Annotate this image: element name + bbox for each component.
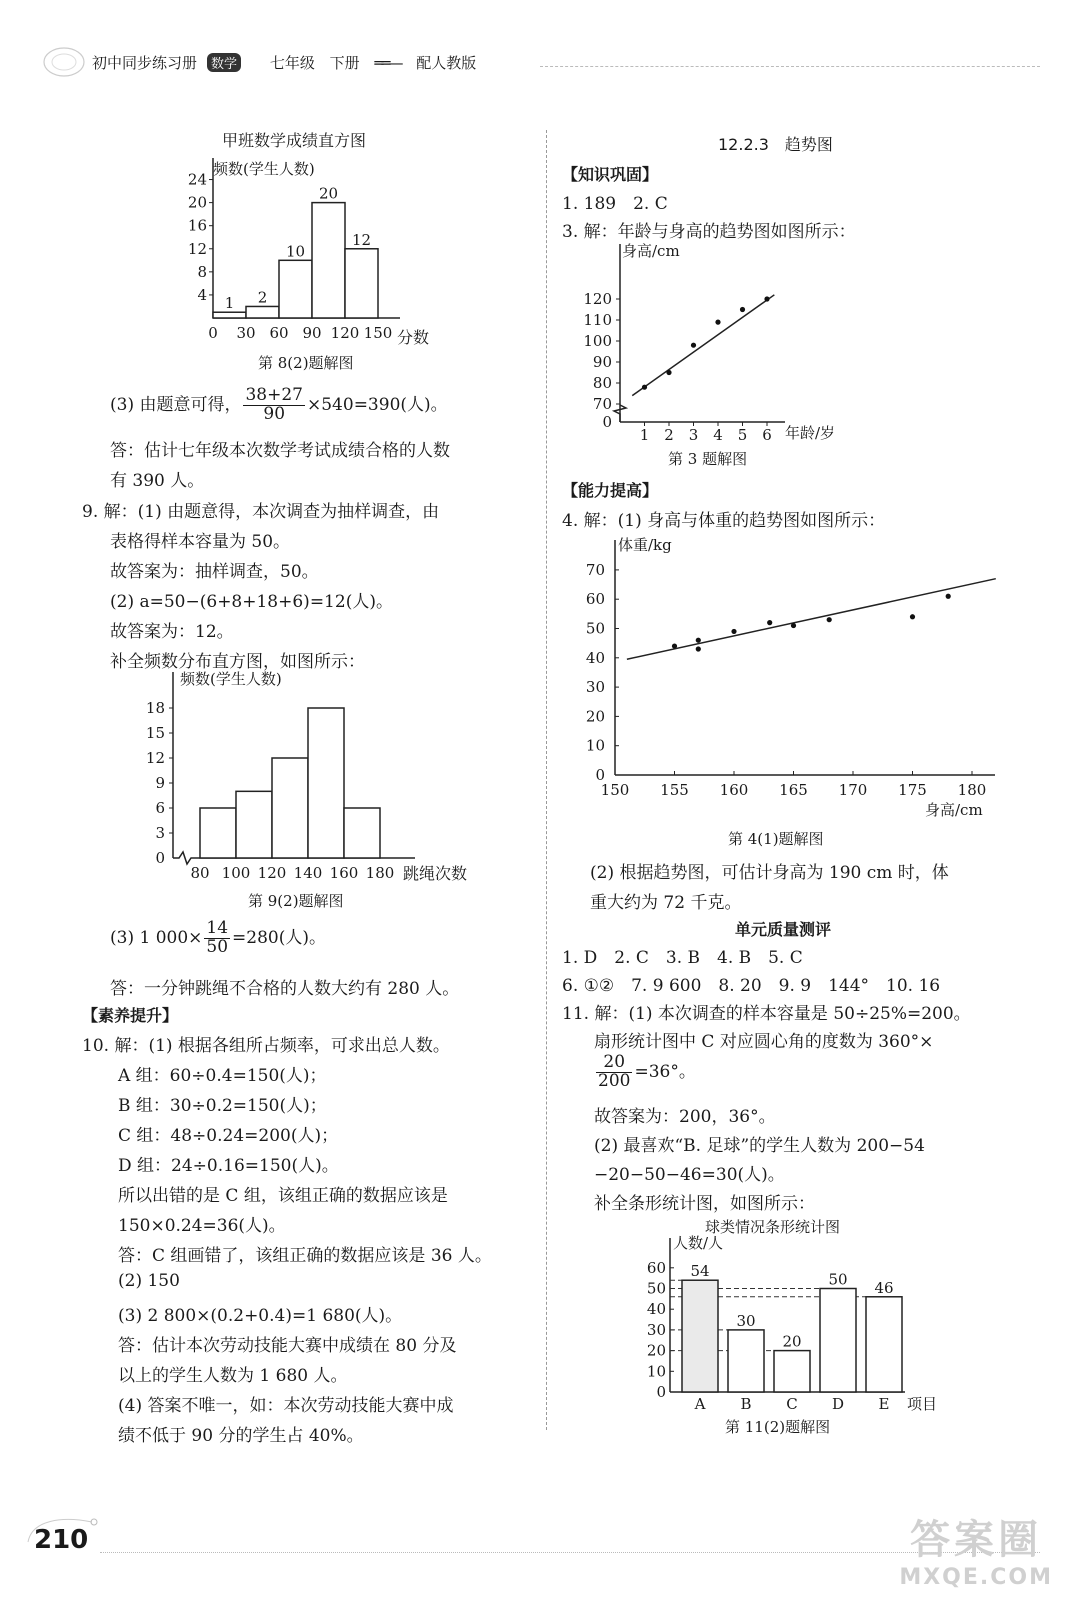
fig9-ylabel: 频数(学生人数): [180, 670, 282, 688]
fig3-point: [764, 296, 769, 301]
q10-line: 答：估计本次劳动技能大赛中成绩在 80 分及: [118, 1336, 457, 1356]
q10-line: A 组：60÷0.4=150(人)；: [118, 1066, 327, 1086]
fig11-ytick-label: 40: [646, 1300, 666, 1319]
fig8-xtick-label: 120: [330, 324, 360, 342]
section-title-1223: 12.2.3 趋势图: [718, 135, 833, 154]
fig9-bar: [308, 708, 344, 858]
q8-3-line: [110, 387, 448, 424]
fig11-caption: 第 11(2)题解图: [725, 1418, 831, 1436]
fig4-xtick-label: 160: [719, 781, 749, 799]
fig4-trend-line: [627, 579, 996, 660]
fig8-bar: [246, 306, 279, 318]
q9-3-line: [110, 920, 326, 957]
fig8-xlabel: 分数: [397, 328, 430, 347]
right-answer-1: 1. 189 2. C: [562, 194, 668, 214]
fig11-xlabel: 项目: [907, 1395, 938, 1412]
fig3-ytick-label: 120: [583, 290, 612, 308]
fig3-caption: 第 3 题解图: [668, 450, 748, 468]
fig8-bar-label: 2: [257, 288, 268, 307]
fig4-xtick-label: 150: [600, 781, 630, 799]
q8-3-text-a: (3) 由题意可得，: [110, 394, 242, 415]
fig4-xtick-label: 175: [898, 781, 927, 799]
right-answer-4: 4. 解：(1) 身高与体重的趋势图如图所示：: [562, 511, 886, 531]
fig8-ytick-label: 16: [187, 216, 207, 235]
q8-answer-1: 答：估计七年级本次数学考试成绩合格的人数: [110, 441, 450, 461]
q9-line-1: 9. 解：(1) 由题意得，本次调查为抽样调查，由: [82, 502, 440, 522]
fig4-xtick-label: 155: [660, 781, 689, 799]
header-subject: 数学: [207, 53, 241, 72]
section-unit-test: 单元质量测评: [735, 920, 832, 939]
fig11-bar: [728, 1330, 764, 1392]
fig11-bar: [820, 1289, 856, 1393]
fig4-ytick-label: 10: [585, 736, 605, 755]
q10-line: 绩不低于 90 分的学生占 40%。: [118, 1426, 364, 1446]
fig8-ytick-label: 12: [187, 239, 207, 258]
fig11-bar: [682, 1280, 718, 1392]
fig8-xtick-label: 150: [363, 324, 393, 342]
fig3-point: [691, 343, 696, 348]
fig11-bar-label: 30: [736, 1311, 756, 1330]
fig8-xtick-label: 60: [269, 324, 289, 342]
q10-line: (3) 2 800×(0.2+0.4)=1 680(人)。: [118, 1306, 403, 1326]
header-logo-icon: [40, 40, 90, 80]
q8-answer-2: 有 390 人。: [110, 471, 205, 491]
fig4-point: [791, 623, 796, 628]
fig9-xtick-label: 120: [257, 864, 287, 882]
fig8-title: 甲班数学成绩直方图: [222, 131, 367, 150]
fig3-trend-line: [632, 295, 774, 396]
fig4-point: [827, 617, 832, 622]
fig9-xlabel: 跳绳次数: [403, 864, 468, 883]
fig9-caption: 第 9(2)题解图: [248, 892, 344, 910]
fig3-ytick-label: 100: [583, 332, 612, 350]
fig8-ylabel: 频数(学生人数): [213, 160, 315, 178]
fig8-xtick-label: 30: [236, 324, 256, 342]
header-volume: 下册: [329, 54, 360, 72]
q10-line: (2) 150: [118, 1271, 180, 1291]
fig11-category-label: E: [878, 1395, 890, 1412]
q10-line: 以上的学生人数为 1 680 人。: [118, 1366, 348, 1386]
fig11-ytick-label: 50: [646, 1279, 666, 1298]
q9-line-5: 故答案为：12。: [110, 622, 234, 642]
fig3-ytick-label: 0: [602, 413, 612, 431]
unit-answers-row-2: 6. ①② 7. 9 600 8. 20 9. 9 144° 10. 16: [562, 976, 941, 996]
fig4-xtick-label: 180: [957, 781, 987, 799]
q10-line: D 组：24÷0.16=150(人)。: [118, 1156, 339, 1176]
q10-line: C 组：48÷0.24=200(人)；: [118, 1126, 339, 1146]
fig8-xtick-label: 90: [302, 324, 322, 342]
fig9-ytick-label: 12: [145, 749, 165, 767]
fig3-xtick-label: 5: [737, 426, 748, 444]
fig11-ytick-label: 60: [646, 1258, 666, 1277]
fig9-bar: [236, 791, 272, 858]
fig3-xtick-label: 3: [688, 426, 699, 444]
fig9-bar: [344, 808, 380, 858]
q10-line: (4) 答案不唯一，如：本次劳动技能大赛中成: [118, 1396, 454, 1416]
unit-q11-line-5: (2) 最喜欢“B. 足球”的学生人数为 200−54: [594, 1136, 925, 1156]
q8-3-fraction: [243, 387, 305, 424]
fig9-ytick-label: 18: [145, 699, 165, 717]
fig3-point: [740, 307, 745, 312]
q9-line-2: 表格得样本容量为 50。: [110, 532, 291, 552]
fig3-xtick-label: 6: [762, 426, 772, 444]
q9-line-4: (2) a=50−(6+8+18+6)=12(人)。: [110, 592, 393, 612]
q8-3-num: 38+27: [245, 385, 303, 405]
unit-q11-line-2: 扇形统计图中 C 对应圆心角的度数为 360°×: [594, 1032, 934, 1052]
fig8-ytick-label: 8: [197, 262, 207, 281]
fig4-ytick-label: 50: [585, 619, 605, 638]
fig9-ytick-label: 0: [155, 849, 165, 867]
fig8-bar-label: 12: [351, 230, 372, 249]
fig4-xlabel: 身高/cm: [925, 801, 983, 819]
fig8-bar: [312, 203, 345, 318]
right-answer-3: 3. 解：年龄与身高的趋势图如图所示：: [562, 222, 856, 242]
q9-3-text-b: =280(人)。: [232, 927, 327, 948]
fig11-bar-label: 50: [828, 1270, 848, 1289]
q11-num: 20: [596, 1054, 632, 1073]
fig4-ylabel: 体重/kg: [618, 536, 672, 554]
fig8-ytick-label: 24: [187, 170, 207, 189]
fig8-bar-label: 10: [285, 242, 306, 261]
fig4-ytick-label: 30: [585, 678, 605, 697]
q8-3-den: 90: [263, 403, 286, 424]
page-number: 210: [34, 1525, 89, 1555]
fig3-point: [642, 385, 647, 390]
fig3-xtick-label: 2: [664, 426, 674, 444]
fig8-bar-label: 20: [318, 184, 339, 203]
fig11-ytick-label: 30: [646, 1320, 666, 1339]
fig11-bar-label: 20: [782, 1332, 802, 1351]
header-rule: [540, 66, 1040, 67]
fig11-category-label: B: [740, 1395, 752, 1412]
fig8-bar: [279, 260, 312, 318]
section-zhishi: 【知识巩固】: [562, 165, 659, 184]
fig8-ytick-label: 4: [197, 285, 207, 304]
q10-line: 答：C 组画错了，该组正确的数据应该是 36 人。: [118, 1246, 492, 1266]
watermark-title: 答案圈: [910, 1517, 1043, 1563]
fig8-xtick-label: 0: [208, 324, 218, 342]
unit-q11-line-4: 故答案为：200，36°。: [594, 1107, 776, 1127]
q9-3-fraction: [204, 920, 230, 957]
fig8-bar-label: 1: [224, 294, 235, 313]
fig11-ytick-label: 10: [646, 1362, 666, 1381]
fig11-bar: [866, 1297, 902, 1392]
fig9-ytick-label: 15: [145, 724, 165, 742]
header-dash-icon: ══—: [374, 54, 402, 72]
fig3-xlabel: 年龄/岁: [785, 424, 836, 442]
fig4-point: [696, 638, 701, 643]
fig3-point: [666, 370, 671, 375]
header-title: [92, 52, 486, 73]
right-answer-4-2b: 重大约为 72 千克。: [590, 893, 742, 913]
fig4-trend-chart: [570, 530, 1010, 825]
q9-line-6: 补全频数分布直方图，如图所示：: [110, 652, 365, 672]
fig9-ytick-label: 3: [155, 824, 165, 842]
fig9-xtick-label: 100: [221, 864, 251, 882]
fig9-bar: [200, 808, 236, 858]
q11-fraction: [596, 1054, 632, 1091]
fig11-ytick-label: 0: [656, 1383, 666, 1401]
unit-q11-line-7: 补全条形统计图，如图所示：: [594, 1194, 815, 1214]
fig9-histogram: [135, 660, 490, 885]
fig11-bar-chart: [635, 1232, 970, 1412]
q10-line: 所以出错的是 C 组，该组正确的数据应该是: [118, 1186, 448, 1206]
fig4-point: [731, 629, 736, 634]
watermark: [899, 1508, 1053, 1590]
fig4-point: [767, 620, 772, 625]
fig8-caption: 第 8(2)题解图: [258, 354, 354, 372]
section-suyang: 【素养提升】: [82, 1006, 179, 1025]
fig11-bar: [774, 1351, 810, 1392]
fig9-ytick-label: 9: [155, 774, 165, 792]
header-grade: 七年级: [269, 54, 315, 72]
unit-q11-line-1: 11. 解：(1) 本次调查的样本容量是 50÷25%=200。: [562, 1004, 971, 1024]
header-series: 初中同步练习册: [92, 54, 198, 72]
q10-line: 10. 解：(1) 根据各组所占频率，可求出总人数。: [82, 1036, 450, 1056]
fig8-ytick-label: 20: [187, 193, 207, 212]
fig3-ytick-label: 80: [592, 374, 612, 392]
fig4-point: [946, 594, 951, 599]
fig11-category-label: A: [694, 1395, 706, 1412]
fig11-ylabel: 人数/人: [673, 1234, 724, 1252]
q10-line: 150×0.24=36(人)。: [118, 1216, 286, 1236]
column-divider: [546, 130, 547, 1430]
fig3-xtick-label: 1: [639, 426, 650, 444]
page-header: [0, 0, 1071, 110]
fig4-point: [910, 614, 915, 619]
fig4-caption: 第 4(1)题解图: [728, 830, 824, 848]
fig8-histogram: [185, 150, 450, 350]
q9-3-num: 14: [206, 918, 229, 938]
fig9-xtick-label: 180: [365, 864, 395, 882]
fig8-bar: [345, 249, 378, 318]
q11-den: 200: [598, 1070, 631, 1091]
fig4-point: [696, 646, 701, 651]
unit-q11-line-6: −20−50−46=30(人)。: [594, 1165, 785, 1185]
fig3-trend-chart: [580, 236, 870, 446]
fig9-xtick-label: 140: [293, 864, 323, 882]
fig8-bar: [213, 312, 246, 318]
q11-text-c: =36°。: [634, 1061, 696, 1082]
header-edition: 配人教版: [416, 54, 477, 72]
fig4-ytick-label: 70: [585, 560, 605, 579]
fig4-ytick-label: 60: [585, 590, 605, 609]
right-answer-4-2a: (2) 根据趋势图，可估计身高为 190 cm 时，体: [590, 863, 949, 883]
section-nengli: 【能力提高】: [562, 481, 659, 500]
fig3-xtick-label: 4: [713, 426, 723, 444]
q9-3-text-a: (3) 1 000×: [110, 927, 203, 948]
q9-answer: 答：一分钟跳绳不合格的人数大约有 280 人。: [110, 979, 460, 999]
fig3-ylabel: 身高/cm: [622, 242, 680, 260]
fig4-xtick-label: 165: [779, 781, 808, 799]
fig11-category-label: C: [786, 1395, 798, 1412]
fig9-xtick-label: 160: [329, 864, 359, 882]
q10-line: B 组：30÷0.2=150(人)；: [118, 1096, 327, 1116]
fig3-ytick-label: 110: [583, 311, 612, 329]
q9-line-3: 故答案为：抽样调查，50。: [110, 562, 319, 582]
unit-q11-line-3: [594, 1054, 696, 1091]
fig9-bar: [272, 758, 308, 858]
fig3-ytick-label: 90: [592, 353, 612, 371]
fig11-ytick-label: 20: [646, 1341, 666, 1360]
fig4-ytick-label: 20: [585, 707, 605, 726]
fig3-point: [715, 320, 720, 325]
fig9-xtick-label: 80: [190, 864, 210, 882]
fig11-bar-label: 46: [874, 1278, 894, 1297]
q9-3-den: 50: [206, 936, 229, 957]
fig4-point: [672, 643, 677, 648]
watermark-url: MXQE.COM: [899, 1565, 1053, 1590]
fig4-xtick-label: 170: [838, 781, 868, 799]
fig11-bar-label: 54: [690, 1262, 710, 1281]
fig4-ytick-label: 40: [585, 648, 605, 667]
q8-3-text-b: ×540=390(人)。: [307, 394, 448, 415]
fig11-category-label: D: [831, 1395, 845, 1412]
fig4-ytick-label: 0: [595, 766, 605, 784]
fig9-ytick-label: 6: [155, 799, 165, 817]
fig3-ytick-label: 70: [592, 395, 612, 413]
fig11-title: 球类情况条形统计图: [705, 1218, 841, 1236]
unit-answers-row-1: 1. D 2. C 3. B 4. B 5. C: [562, 948, 803, 968]
